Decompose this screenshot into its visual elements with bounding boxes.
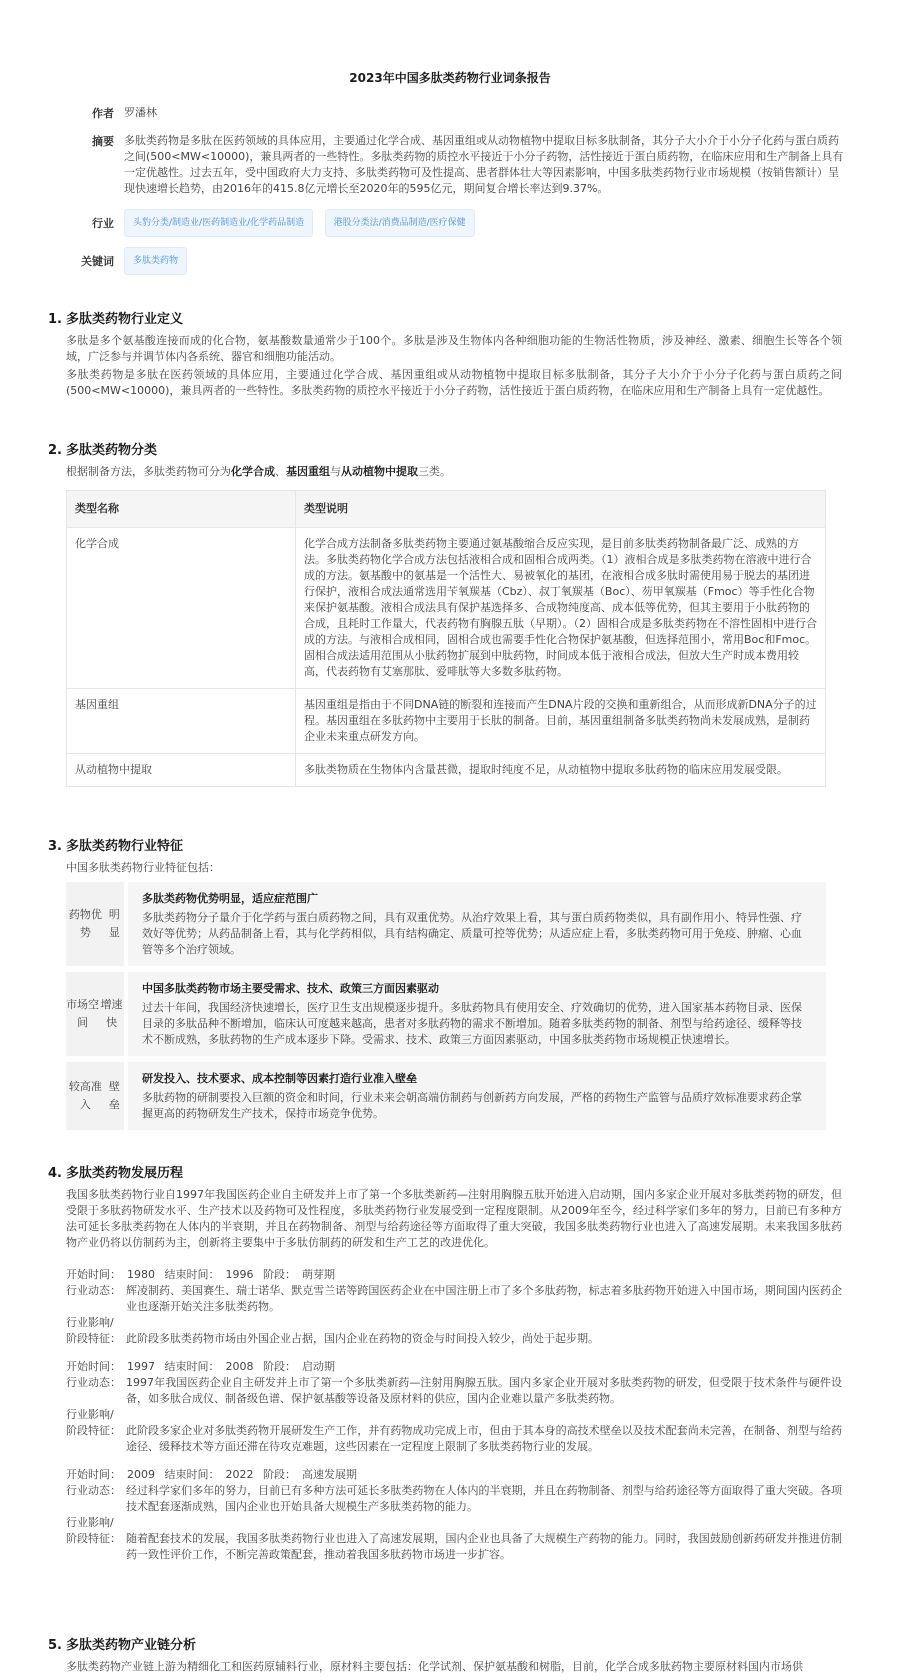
table-row	[67, 528, 826, 689]
table-row	[67, 754, 826, 787]
classification-table	[66, 490, 826, 787]
feature-text: 多肽类药物分子量介于化学药与蛋白质药物之间，具有双重优势。从治疗效果上看，其与蛋白质药物类似，具有副作用小、特异性强、疗效好等优势；从药品制备上看，其与化学药相似，具有结构确定、质量可控等优势；从适应症上看，多肽类药物可用于免疫、肿瘤、心血管等多个治疗领域。	[142, 911, 802, 956]
section-features	[48, 835, 842, 1130]
stage-dynamic: 行业动态： 辉凌制药、美国赛生、瑞士诺华、默克雪兰诺等跨国医药企业在中国注册上市了多个多肽药物，标志着多肽药物开始进入中国市场，期间国内医药企业也逐渐开始关注多肽类药物。	[66, 1284, 842, 1313]
section-classification	[48, 439, 842, 787]
section-definition	[48, 308, 842, 401]
paragraph: 多肽类药物是多肽在医药领域的具体应用，主要通过化学合成、基因重组或从动物植物中提取目标多肽制备，其分子大小介于小分子化药与蛋白质药之间(500<MW<10000)，兼具两者的一些特性。多肽类药物的质控水平接近于小分子药物，活性接近于蛋白质药物，在临床应用和生产制备上具有一定优越性。	[66, 368, 842, 397]
feature-body	[128, 972, 826, 1056]
stage-impact: 行业影响/ 阶段特征： 此阶段多肽类药物市场由外国企业占据，国内企业在药物的资金与时间投入较少，尚处于起步期。	[66, 1316, 599, 1345]
stage-header: 开始时间： 2009 结束时间： 2022 阶段： 高速发展期	[66, 1468, 357, 1481]
column-header: 类型名称	[67, 491, 296, 528]
stage-name: 高速发展期	[302, 1468, 357, 1481]
type-name: 从动植物中提取	[67, 754, 296, 787]
stage-dynamic: 行业动态： 1997年我国医药企业自主研发并上市了第一个多肽类新药—注射用胸腺五肽。国内多家企业开展对多肽类药物的研发，但受限于技术条件与硬件设备，如多肽合成仪、制备级色谱、保护氨基酸等设备及原材料的供应，国内企业难以量产多肽类药物。	[66, 1376, 842, 1405]
author-label: 作者	[92, 107, 114, 120]
stage-name: 萌芽期	[302, 1268, 335, 1281]
section-heading: 4. 多肽类药物发展历程	[48, 1166, 184, 1181]
feature-card	[66, 972, 826, 1056]
classification-intro: 根据制备方法，多肽类药物可分为化学合成、基因重组与从动植物中提取三类。	[66, 465, 451, 478]
timeline-stage	[66, 1267, 842, 1347]
keyword-tag[interactable]: 多肽类药物	[124, 247, 187, 275]
features-intro: 中国多肽类药物行业特征包括：	[66, 861, 220, 874]
paragraph: 多肽类药物产业链上游为精细化工和医药原辅料行业，原材料主要包括：化学试剂、保护氨基酸和树脂，目前，化学合成多肽药物主要原材料国内市场供	[66, 1660, 803, 1673]
industry-tag[interactable]: 头豹分类/制造业/医药制造业/化学药品制造	[124, 209, 313, 237]
section-heading: 1. 多肽类药物行业定义	[48, 312, 184, 327]
history-intro: 我国多肽类药物行业自1997年我国医药企业自主研发并上市了第一个多肽类新药—注射用胸腺五肽开始进入启动期，国内多家企业开展对多肽类药物的研发，但受限于多肽药物研发水平、生产技术以及药物可及性程度，多肽类药物行业发展受到一定程度限制。从2009年至今，经过科学家们多年的努力，目前已有多种方法可延长多肽类药物在人体内的半衰期，并且在药物制备、剂型与给药途径等方面取得了重大突破，我国多肽类药物行业也进入了高速发展期。未来我国多肽药物产业仍将以仿制药为主，创新将主要集中于多肽仿制药的研发和生产工艺的改进优化。	[66, 1188, 842, 1249]
section-history	[48, 1162, 842, 1575]
stage-end: 2022	[225, 1468, 254, 1481]
author-name: 罗潘林	[124, 106, 157, 119]
industry-row	[66, 209, 846, 237]
feature-body	[128, 882, 826, 966]
type-desc: 多肽类物质在生物体内含量甚微，提取时纯度不足，从动植物中提取多肽药物的临床应用发展受限。	[296, 754, 826, 787]
abstract-text: 多肽类药物是多肽在医药领域的具体应用，主要通过化学合成、基因重组或从动物植物中提取目标多肽制备，其分子大小介于小分子化药与蛋白质药之间(500<MW<10000)，兼具两者的一些特性。多肽类药物的质控水平接近于小分子药物，活性接近于蛋白质药物，在临床应用和生产制备上具有一定优越性。过去五年，受中国政府大力支持、多肽类药物可及性提高、患者群体壮大等因素影响，中国多肽类药物行业市场规模（按销售额计）呈现快速增长趋势，由2016年的415.8亿元增长至2020年的595亿元，期间复合增长率达到9.37%。	[124, 134, 844, 195]
type-name: 化学合成	[67, 528, 296, 689]
feature-body	[128, 1062, 826, 1130]
page-title: 2023年中国多肽类药物行业词条报告	[349, 71, 551, 85]
column-header: 类型说明	[296, 491, 826, 528]
stage-impact: 行业影响/ 阶段特征： 此阶段多家企业对多肽类药物开展研发生产工作，并有药物成功完成上市，但由于其本身的高技术壁垒以及技术配套尚未完善，在制备、剂型与给药途径、缓释技术等方面还滞在待攻克难题，这些因素在一定程度上限制了多肽类药物行业的发展。	[66, 1408, 842, 1453]
feature-card	[66, 1062, 826, 1130]
section-industry-chain	[48, 1634, 842, 1677]
industry-label: 行业	[92, 217, 114, 230]
feature-label: 药物优势 明显	[66, 882, 124, 966]
stage-end: 1996	[225, 1268, 254, 1281]
stage-header: 开始时间： 1997 结束时间： 2008 阶段： 启动期	[66, 1360, 335, 1373]
feature-text: 过去十年间，我国经济快速增长，医疗卫生支出规模逐步提升。多肽药物具有使用安全、疗效确切的优势，进入国家基本药物目录、医保目录的多肽品种不断增加，临床认可度越来越高，患者对多肽药物的需求不断增加。随着多肽类药物的制备、剂型与给药途径、缓释等技术不断成熟，多肽药物的生产成本逐步下降。受需求、技术、政策三方面因素驱动，中国多肽类药物市场规模正快速增长。	[142, 1001, 802, 1046]
section-heading: 5. 多肽类药物产业链分析	[48, 1638, 197, 1653]
timeline-stage	[66, 1359, 842, 1455]
table-row	[67, 689, 826, 754]
type-desc: 基因重组是指由于不同DNA链的断裂和连接而产生DNA片段的交换和重新组合，从而形成新DNA分子的过程。基因重组在多肽药物中主要用于长肽的制备。目前，基因重组制备多肽类药物尚未发展成熟，是制药企业未来重点研发方向。	[296, 689, 826, 754]
abstract-row	[66, 133, 846, 197]
feature-title: 研发投入、技术要求、成本控制等因素打造行业准入壁垒	[142, 1072, 417, 1085]
industry-tags	[124, 209, 846, 237]
stage-dynamic: 行业动态： 经过科学家们多年的努力，目前已有多种方法可延长多肽类药物在人体内的半衰期，并且在药物制备、剂型与给药途径等方面取得了重大突破。各项技术配套逐渐成熟，国内企业也开始具备大规模生产多肽类药物的能力。	[66, 1484, 842, 1513]
type-desc: 化学合成方法制备多肽类药物主要通过氨基酸缩合反应实现，是目前多肽类药物制备最广泛、成熟的方法。多肽类药物化学合成方法包括液相合成和固相合成两类。（1）液相合成是多肽类药物在溶液中进行合成的方法。氨基酸中的氨基是一个活性大、易被氧化的基团，在液相合成多肽时需使用易于脱去的基团进行保护，液相合成法通常选用苄氧羰基（Cbz）、叔丁氧羰基（Boc）、芴甲氧羰基（Fmoc）等手性化合物来保护氨基酸。液相合成法具有保护基选择多、合成物纯度高、成本低等优势，但其主要用于小肽药物的合成，且耗时工作量大，代表药物有胸腺五肽（早期）。（2）固相合成是多肽类药物在不溶性固相中进行合成的方法。与液相合成相同，固相合成也需要手性化合物保护氨基酸，但选择范围小，常用Boc和Fmoc。固相合成法适用范围从小肽药物扩展到中肽药物，时间成本低于液相合成法，但放大生产时成本费用较高，代表药物有艾塞那肽、爱啡肽等大多数多肽药物。	[296, 528, 826, 689]
meta-block	[66, 105, 846, 275]
feature-title: 多肽类药物优势明显，适应症范围广	[142, 892, 318, 905]
keywords-row	[54, 247, 846, 275]
paragraph: 多肽是多个氨基酸连接而成的化合物，氨基酸数量通常少于100个。多肽是涉及生物体内各种细胞功能的生物活性物质，涉及神经、激素、细胞生长等各个领域，广泛参与并调节体内各系统、器官和细胞功能活动。	[66, 334, 842, 363]
keyword-tags	[124, 247, 846, 275]
stage-start: 2009	[127, 1468, 155, 1481]
stage-start: 1997	[127, 1360, 155, 1373]
section-heading: 3. 多肽类药物行业特征	[48, 839, 184, 854]
feature-title: 中国多肽类药物市场主要受需求、技术、政策三方面因素驱动	[142, 982, 439, 995]
stage-start: 1980	[127, 1268, 155, 1281]
feature-text: 多肽药物的研制要投入巨额的资金和时间，行业未来会朝高端仿制药与创新药方向发展，严格的药物生产监管与品质疗效标准要求药企掌握更高的药物研发生产技术，保持市场竞争优势。	[142, 1091, 802, 1120]
stage-impact: 行业影响/ 阶段特征： 随着配套技术的发展，我国多肽类药物行业也进入了高速发展期，国内企业也具备了大规模生产药物的能力。同时，我国鼓励创新药研发并推进仿制药一致性评价工作，不断完善政策配套，推动着我国多肽药物市场进一步扩容。	[66, 1516, 842, 1561]
stage-end: 2008	[225, 1360, 254, 1373]
stage-name: 启动期	[302, 1360, 335, 1373]
stage-header: 开始时间： 1980 结束时间： 1996 阶段： 萌芽期	[66, 1268, 335, 1281]
industry-tag[interactable]: 港股分类法/消费品制造/医疗保健	[325, 209, 475, 237]
timeline-stage	[66, 1467, 842, 1563]
abstract-label: 摘要	[92, 135, 114, 148]
feature-label: 较高准入 壁垒	[66, 1062, 124, 1130]
timeline	[66, 1267, 842, 1563]
table-header-row	[67, 491, 826, 528]
author-row	[66, 105, 846, 121]
feature-card	[66, 882, 826, 966]
keywords-label: 关键词	[81, 255, 114, 268]
feature-label: 市场空间 增速快	[66, 972, 124, 1056]
type-name: 基因重组	[67, 689, 296, 754]
section-heading: 2. 多肽类药物分类	[48, 443, 158, 458]
